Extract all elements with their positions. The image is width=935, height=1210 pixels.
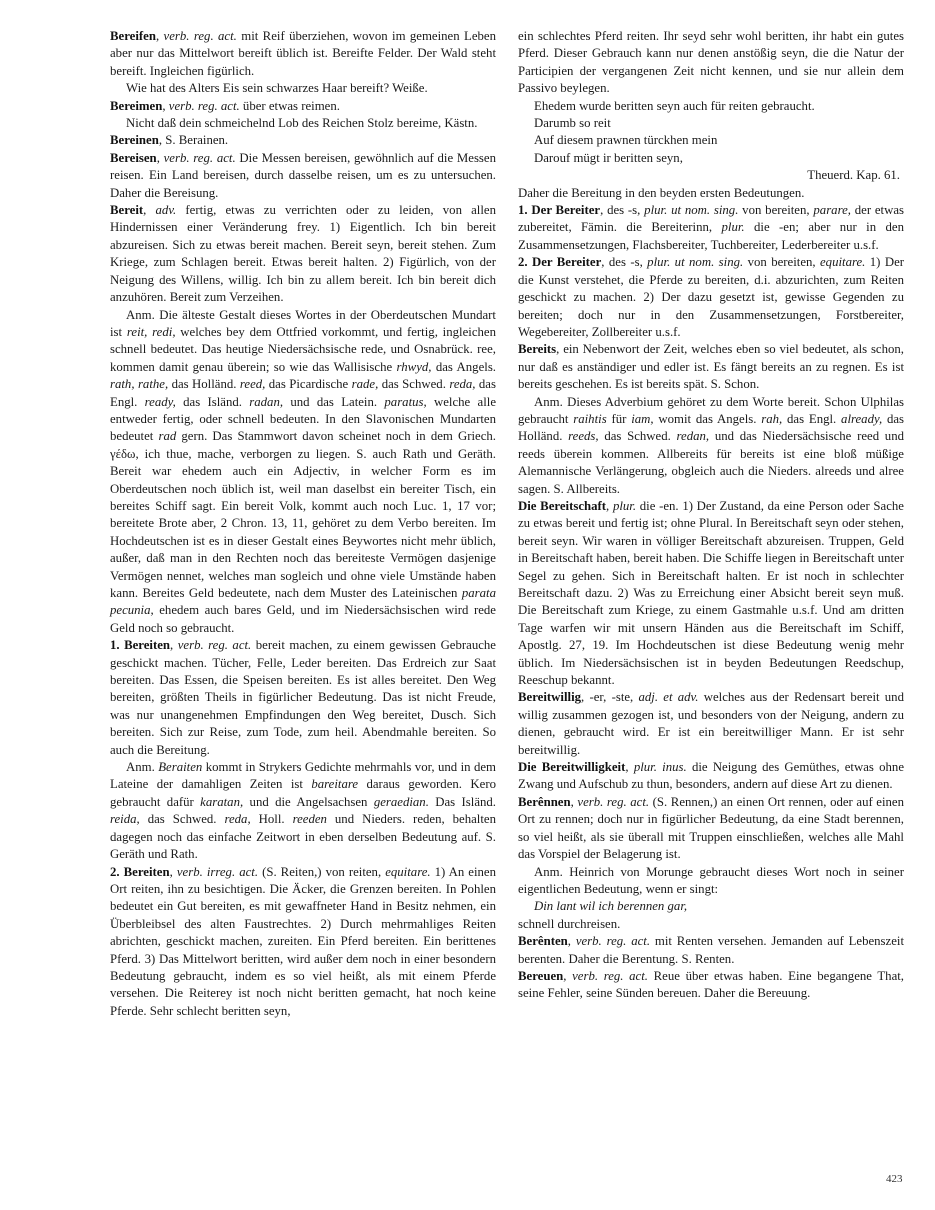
annotation-paragraph [518, 394, 904, 498]
dictionary-entry [110, 98, 496, 115]
text-span: Das Isländ. [428, 794, 496, 809]
headword: 2. Bereiten [110, 864, 170, 879]
text-span: , [143, 203, 156, 218]
grammar-note: verb. reg. act. [163, 29, 237, 43]
grammar-note: parare, [813, 203, 851, 218]
headword: Berênnen [518, 794, 571, 809]
grammar-note: geraedian. [373, 794, 429, 809]
text-span: das Schwed. [598, 429, 677, 444]
text-line [518, 185, 904, 202]
citation-reference [518, 167, 904, 184]
verse-line [518, 150, 904, 167]
grammar-note: plur. [721, 220, 745, 235]
grammar-note: verb. reg. act. [163, 150, 236, 165]
annotation-paragraph [110, 80, 496, 97]
headword: 1. Bereiten [110, 638, 171, 653]
text-span: , [169, 864, 177, 879]
headword: Bereifen [110, 29, 156, 43]
grammar-note: reeden [292, 812, 327, 827]
dictionary-entry [518, 202, 904, 254]
text-span: Daher die Bereitung in den beyden ersten Bedeutungen. [518, 185, 805, 200]
text-span: Theuerd. Kap. 61. [807, 168, 900, 183]
grammar-note: paratus, [384, 394, 427, 409]
verse-line [518, 98, 904, 115]
text-span: die -en. 1) Der Zustand, da eine Person oder Sache zu etwas bereit und fertig ist; ohne Plural. In Bereitschaft seyn oder stehen, bereit seyn. Wir waren in völliger Bereitschaft abzureisen. Truppen, Geld in Bereitschaft haben, bereit haben. Die Schiffe liegen in Bereitschaft unter Segel zu gehen. Sich in Bereitschaft halten. Er ist noch in schlechter Bereitschaft dazu. 2) Was zu Erreichung einer Absicht bereit seyn muß. Die Bereitschaft zum Kriege, zu einem Gastmahle u.s.f. Und am dritten Tage warfen wir mit unsern Händen aus die Bereitschaft im Schiff, Apostlg. 27, 19. Im Hochdeutschen ist diese Bedeutung wenig mehr üblich. Im Niedersächsischen ist in beyden Bedeutungen Reedschup, Reeschup bekannt. [518, 498, 904, 688]
annotation-paragraph [110, 307, 496, 638]
text-span: das Schwed. [378, 377, 450, 392]
grammar-note: reed, [239, 377, 266, 392]
text-span: das Picardische [265, 377, 352, 392]
text-span: kommt in Strykers Gedichte mehrmahls vor, und in dem Lateine der damahligen Zeiten ist [110, 760, 497, 792]
grammar-note: rad [158, 429, 177, 444]
text-span: , ein Nebenwort der Zeit, welches eben so viel bedeutet, als schon, nur daß es anständiger und edler ist. Es fängt bereits an zu regnen. Es ist bereits geschehen. Es ist bereits spät. S. Schon. [518, 342, 904, 392]
dictionary-entry [518, 759, 904, 794]
verse-line [518, 115, 904, 132]
grammar-note: reit, redi, [126, 324, 176, 339]
grammar-note: equitare. [385, 864, 431, 879]
text-span: und das Niedersächsische reed und reeds überein kommen. Allbereits für bereits ist eine bloß müßige Alemannische Verlängerung, obgleich auch die Nieders. alreeds und alree sagen. S. Allbereits. [518, 429, 904, 496]
text-span: , [606, 498, 613, 513]
dictionary-entry [518, 254, 904, 341]
text-span: fertig, etwas zu verrichten oder zu leiden, von allen Hindernissen einer Veränderung frey. 1) Eigentlich. Ich bin bereit abzureisen. Sich zu etwas bereit machen. Bereit seyn, bereit stehen. Zum Kriege, zum Schlagen bereit. Etwas bereit halten. 2) Figürlich, von der Neigung des Willens, willig. Ich bin zu allem bereit. Ich bin bereit dich anzuhören. Bereit zum Verzeihen. [110, 203, 496, 305]
text-span: 1) An einen Ort reiten, ihn zu besichtigen. Die Äcker, die Grenzen bereiten. In Pohlen bedeutet ein Gut bereiten, es mit gewaffneter Hand in Besitz nehmen, ein Überbleibsel des alten Faustrechtes. 2) Durch mehrmahliges Reiten abrichten, geschickt machen, zureiten. Ein Pferd bereiten. Ein berittenes Pferd. 3) Das Mittelwort beritten, wird außer dem noch in einer besondern Bedeutung gebraucht, indem es so viel heißt, als mit einem Pferde versehen. Die Reiterey ist noch nicht beritten gemacht, hat noch keine Pferde. Sehr schlecht beritten seyn, [110, 864, 497, 1018]
text-span: und die Angelsachsen [243, 794, 374, 809]
text-span: bereit machen, zu einem gewissen Gebrauche geschickt machen. Tücher, Felle, Leder bereiten. Das Erdreich zur Saat bereiten. Das Essen, die Speisen bereiten. Es ist alles bereitet. Den Weg bereiten, größten Theils in figürlicher Bedeutung. Das ist nicht Freude, was nur unangenehmen Empfindungen den Weg bereitet, Dusch. Sich bereiten. Sich zur Reise, zum Tode, zum heil. Abendmahle bereiten. So auch die Bereitung. [110, 638, 496, 757]
dictionary-entry [518, 968, 904, 1003]
headword: Bereits [518, 342, 557, 357]
text-span: mit Reif überziehen, wovon im gemeinen Leben aber nur das Mittelwort bereift üblich ist. Bereifte Felder. Der Wald steht bereift. Ingleichen figürlich. [110, 29, 496, 78]
text-span: Ehedem wurde beritten seyn auch für reiten gebraucht. [534, 98, 815, 113]
grammar-note: radan, [249, 394, 284, 409]
headword: Bereit [110, 203, 144, 218]
grammar-note: rah, [761, 411, 783, 426]
annotation-paragraph [110, 115, 496, 132]
headword: 1. Der Bereiter [518, 203, 601, 218]
grammar-note: plur. inus. [633, 760, 687, 775]
headword: Bereitwillig [518, 690, 582, 705]
text-span: das Holländ. [518, 411, 905, 444]
text-span: , [155, 29, 164, 43]
text-span: das Schwed. [139, 812, 225, 827]
text-span: Wie hat des Alters Eis sein schwarzes Haar bereift? Weiße. [126, 81, 428, 96]
text-span: Anm. [126, 760, 159, 775]
text-span: ein schlechtes Pferd reiten. Ihr seyd sehr wohl beritten, ihr habt ein gutes Pferd. Dieser Gebrauch kann nur denen anstößig seyn, die die Natur der Participien der vergangenen Zeit nicht kennen, und sie nur allein dem Passivo beylegen. [518, 29, 904, 96]
dictionary-entry [110, 864, 496, 1021]
headword: Die Bereitwilligkeit [518, 760, 626, 775]
text-span: von bereiten, [738, 203, 814, 218]
grammar-note: adj. et adv. [638, 690, 699, 705]
left-column [110, 28, 496, 1020]
text-span: , [567, 934, 576, 949]
grammar-note: verb. reg. act. [572, 968, 648, 983]
text-span: Darouf mügt ir beritten seyn, [534, 150, 683, 165]
grammar-note: redan, [676, 429, 710, 444]
headword: Bereinen [110, 133, 159, 148]
annotation-paragraph [518, 864, 904, 899]
text-span: schnell durchreisen. [518, 916, 621, 931]
headword: Berênten [518, 934, 568, 949]
grammar-note: adv. [155, 203, 177, 218]
text-span: (S. Reiten,) von reiten, [258, 864, 386, 879]
headword: 2. Der Bereiter [518, 255, 602, 270]
annotation-paragraph [110, 759, 496, 863]
text-span: die Neigung des Gemüthes, etwas ohne Zwang und Aufschub zu thun, besonders, andern auf diese Art zu dienen. [518, 760, 905, 792]
grammar-note: plur. ut nom. sing. [647, 255, 744, 270]
text-span: Anm. Die älteste Gestalt dieses Wortes in der Oberdeutschen Mundart ist [110, 307, 496, 339]
text-span: Holl. [250, 812, 293, 827]
grammar-note: verb. reg. act. [577, 794, 650, 809]
text-span: das Isländ. [175, 394, 250, 409]
text-span: das Angels. [431, 359, 496, 374]
headword: Bereuen [518, 968, 564, 983]
text-span: , des -s, [600, 203, 645, 218]
text-span: womit das Angels. [653, 411, 762, 426]
grammar-note: verb. irreg. act. [176, 864, 259, 879]
dictionary-entry [110, 28, 496, 80]
grammar-note: equitare. [820, 255, 866, 270]
text-span: gern. Das Stammwort davon scheinet noch in dem Griech. γέδω, ich thue, mache, verborgen zu liegen. S. auch Rath und Geräth. Bereit war ehedem auch ein Adjectiv, in welcher Form es im Oberdeutschen noch üblich ist, weil man daselbst ein bereiter Tisch, ein bereites Schiff sagt. Ein bereit Volk, kommt auch noch Luc. 1, 17 vor; bereitete Brote aber, 2 Chron. 13, 11, gehöret zu dem Verbo bereiten. Im Hochdeutschen ist es in dieser Gestalt eines Beywortes nicht mehr üblich, außer, daß man in den Rechten noch das bereiteste Vermögen dasjenige Vermögen nennet, welches man sogleich und ohne viele Umstände haben kann. Bereites Geld bedeutete, nach dem Muster des Lateinischen [110, 429, 496, 600]
text-span: , [156, 150, 164, 165]
text-span: das Engl. [782, 411, 842, 426]
dictionary-entry [110, 202, 496, 306]
headword: Bereimen [110, 98, 163, 113]
headword: Bereisen [110, 150, 157, 165]
verse-line [518, 898, 904, 915]
dictionary-entry [518, 498, 904, 689]
text-span: Auf diesem prawnen türckhen mein [534, 133, 718, 148]
text-span: welches bey dem Ottfried vorkommt, und fertig, ingleichen schnell bedeutet. Das heutige Niedersächsische rede, und Osnabrück. ree, kommen damit genau überein; so wie das Wallisische [110, 324, 496, 374]
text-span: die -en; aber nur in den Zusammensetzungen, Flachsbereiter, Tuchbereiter, Lederbereiter u.s.f. [518, 220, 904, 252]
text-span: das Holländ. [168, 377, 240, 392]
text-span: welche alle entweder fertig, oder schnell bedeuten. In den Slavonischen Mundarten bedeutet [110, 394, 497, 444]
grammar-note: verb. reg. act. [177, 638, 252, 653]
text-span: Darumb so reit [534, 116, 611, 131]
dictionary-entry [110, 150, 496, 202]
dictionary-entry [110, 132, 496, 149]
text-span: , [170, 638, 178, 653]
text-span: , [563, 968, 573, 983]
dictionary-entry [110, 637, 496, 759]
text-span: , [162, 98, 169, 113]
text-span: und das Latein. [283, 394, 385, 409]
grammar-note: karatan, [200, 794, 244, 809]
grammar-note: plur. ut nom. sing. [644, 203, 739, 218]
text-span: für [606, 411, 632, 426]
grammar-note: raihtis [573, 411, 607, 426]
grammar-note: already, [841, 411, 883, 426]
text-span: Die Messen bereisen, gewöhnlich auf die Messen reisen. Ein Land bereisen, durch dasselbe reisen, um es zu untersuchen. Daher die Bereisung. [110, 150, 496, 200]
right-column [518, 28, 904, 1003]
grammar-note: Beraiten [158, 760, 203, 775]
text-span: ehedem auch bares Geld, und im Niedersächsischen wird rede Geld noch so gebraucht. [110, 603, 496, 635]
text-span: , des -s, [601, 255, 648, 270]
text-span: und Nieders. reden, behalten dagegen noch das einfache Zeitwort in eben derselben Bedeutung auf. S. Geräth und Rath. [110, 812, 496, 862]
text-span: Nicht daß dein schmeichelnd Lob des Reichen Stolz bereime, Kästn. [126, 116, 478, 131]
grammar-note: iam, [631, 411, 654, 426]
text-span: Anm. Dieses Adverbium gehöret zu dem Worte bereit. Schon Ulphilas gebraucht [518, 394, 904, 426]
text-span: , -er, -ste, [581, 690, 639, 705]
text-span: mit Renten versehen. Jemanden auf Lebenszeit berenten. Daher die Berentung. S. Renten. [518, 934, 904, 966]
dictionary-entry [518, 341, 904, 393]
grammar-note: reda, [449, 377, 476, 392]
text-span: Anm. Heinrich von Morunge gebraucht dieses Wort noch in seiner eigentlichen Bedeutung, wenn er singt: [518, 864, 904, 896]
grammar-note: reeds, [568, 429, 599, 444]
dictionary-entry [518, 689, 904, 759]
grammar-note: rade, [351, 377, 379, 392]
text-span: (S. Rennen,) an einen Ort rennen, oder auf einen Ort zu rennen; doch nur in figürlicher Bedeutung, da eine Stadt berennen, so viel heißt, als sie überall mit Truppen einschließen, welches alle Mahl das Vorspiel der Belagerung ist. [518, 794, 905, 862]
grammar-note: ready, [144, 394, 176, 409]
grammar-note: plur. [612, 498, 637, 513]
text-span: von bereiten, [743, 255, 820, 270]
headword: Die Bereitschaft [518, 498, 607, 513]
text-line [518, 916, 904, 933]
text-span: Din lant wil ich berennen gar, [534, 899, 688, 914]
grammar-note: reda, [224, 812, 251, 827]
text-span: welches aus der Redensart bereit und willig zusammen gezogen ist, und besonders von der Neigung, andern zu dienen, gebraucht wird. Er ist ein bereitwilliger Mann. Er ist sehr bereitwillig. [518, 690, 904, 757]
text-span: der etwas zubereitet, Fämin. die Bereiterinn, [518, 203, 905, 235]
dictionary-entry [518, 794, 904, 864]
grammar-note: rath, rathe, [110, 377, 169, 392]
text-span: , [625, 760, 634, 775]
text-span: , S. Berainen. [158, 133, 229, 148]
text-span: daraus geworden. Kero gebraucht dafür [110, 777, 496, 809]
grammar-note: verb. reg. act. [168, 98, 240, 113]
grammar-note: verb. reg. act. [575, 934, 651, 949]
text-span: das Engl. [110, 377, 496, 409]
grammar-note: reida, [110, 812, 140, 827]
grammar-note: parata pecunia, [110, 586, 496, 618]
grammar-note: rhwyd, [396, 359, 432, 374]
page-number: 423 [886, 1173, 903, 1185]
text-span: 1) Der die Kunst verstehet, die Pferde zu bereiten, d.i. abzurichten, zum Reiten geschickt zu machen. 2) Der dazu gesetzt ist, gewisse Gegenden zu bereiten; doch nur in den Zusammensetzungen, Forstbereiter, Wegebereiter, Zollbereiter u.s.f. [518, 255, 905, 339]
text-span: Reue über etwas haben. Eine begangene That, seine Fehler, seine Sünden bereuen. Daher die Bereuung. [518, 968, 905, 1001]
text-span: über etwas reimen. [239, 98, 340, 113]
dictionary-entry [518, 933, 904, 968]
dictionary-entry [518, 28, 904, 98]
grammar-note: bareitare [311, 777, 359, 792]
verse-line [518, 132, 904, 149]
text-span: , [570, 794, 578, 809]
